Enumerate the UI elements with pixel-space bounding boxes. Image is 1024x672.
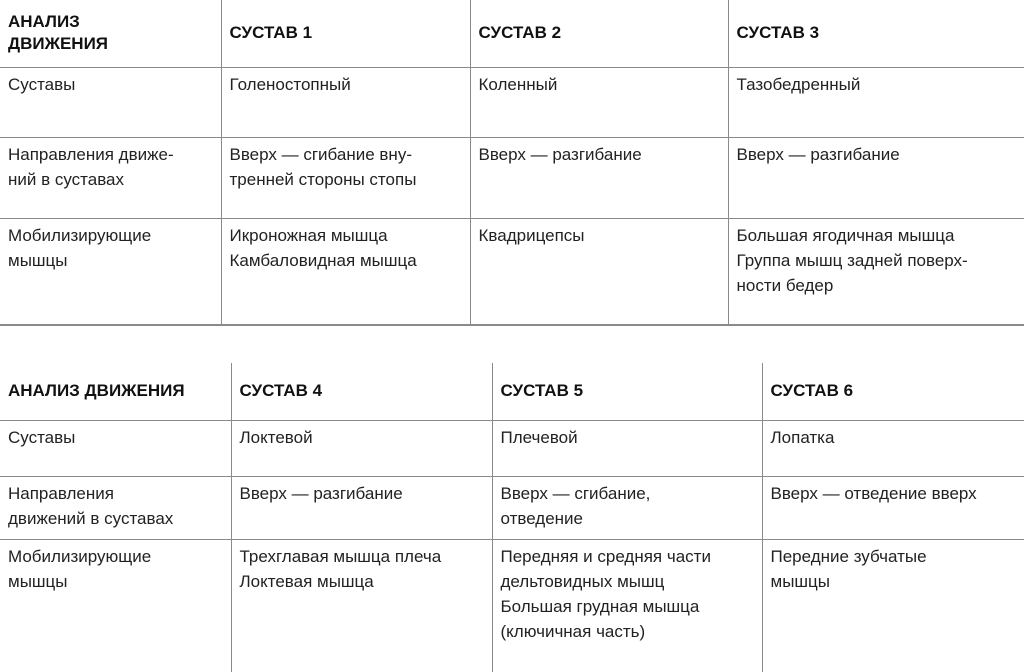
row-label: Мобилизирующие мышцы (0, 218, 221, 324)
table-cell: Вверх — сгибание, отведение (492, 476, 762, 539)
table-header-row (0, 0, 1024, 67)
table-cell: Вверх — сгибание вну- тренней стороны стопы (221, 137, 470, 218)
table-cell: Плечевой (492, 420, 762, 476)
table-cell: Коленный (470, 67, 728, 137)
table-cell: Вверх — разгибание (231, 476, 492, 539)
table-separator-line (0, 324, 1024, 326)
table-cell: Трехглавая мышца плеча Локтевая мышца (231, 539, 492, 672)
movement-analysis-table-2 (0, 363, 1024, 672)
header-cell: СУСТАВ 4 (231, 363, 492, 420)
table-row (0, 420, 1024, 476)
table-row (0, 137, 1024, 218)
table-cell: Вверх — отведение вверх (762, 476, 1024, 539)
row-label: Направления движе- ний в суставах (0, 137, 221, 218)
table-cell: Передние зубчатые мышцы (762, 539, 1024, 672)
row-label: Направления движений в суставах (0, 476, 231, 539)
header-cell: СУСТАВ 1 (221, 0, 470, 67)
table-row (0, 539, 1024, 672)
header-cell: СУСТАВ 6 (762, 363, 1024, 420)
table-cell: Квадрицепсы (470, 218, 728, 324)
table-header-row (0, 363, 1024, 420)
movement-analysis-table-1 (0, 0, 1024, 324)
header-cell: СУСТАВ 5 (492, 363, 762, 420)
table-row (0, 67, 1024, 137)
header-cell: СУСТАВ 3 (728, 0, 1024, 67)
header-cell: АНАЛИЗ ДВИЖЕНИЯ (0, 363, 231, 420)
table-cell: Передняя и средняя части дельтовидных мышц Большая грудная мышца (ключичная часть) (492, 539, 762, 672)
row-label: Мобилизирующие мышцы (0, 539, 231, 672)
row-label: Суставы (0, 420, 231, 476)
header-cell: СУСТАВ 2 (470, 0, 728, 67)
table-cell: Тазобедренный (728, 67, 1024, 137)
table-cell: Вверх — разгибание (470, 137, 728, 218)
table-cell: Большая ягодичная мышца Группа мышц задней поверх- ности бедер (728, 218, 1024, 324)
table-cell: Лопатка (762, 420, 1024, 476)
table-cell: Голеностопный (221, 67, 470, 137)
table-row (0, 218, 1024, 324)
table-cell: Вверх — разгибание (728, 137, 1024, 218)
header-cell: АНАЛИЗ ДВИЖЕНИЯ (0, 0, 221, 67)
table-row (0, 476, 1024, 539)
table-cell: Икроножная мышца Камбаловидная мышца (221, 218, 470, 324)
row-label: Суставы (0, 67, 221, 137)
table-cell: Локтевой (231, 420, 492, 476)
